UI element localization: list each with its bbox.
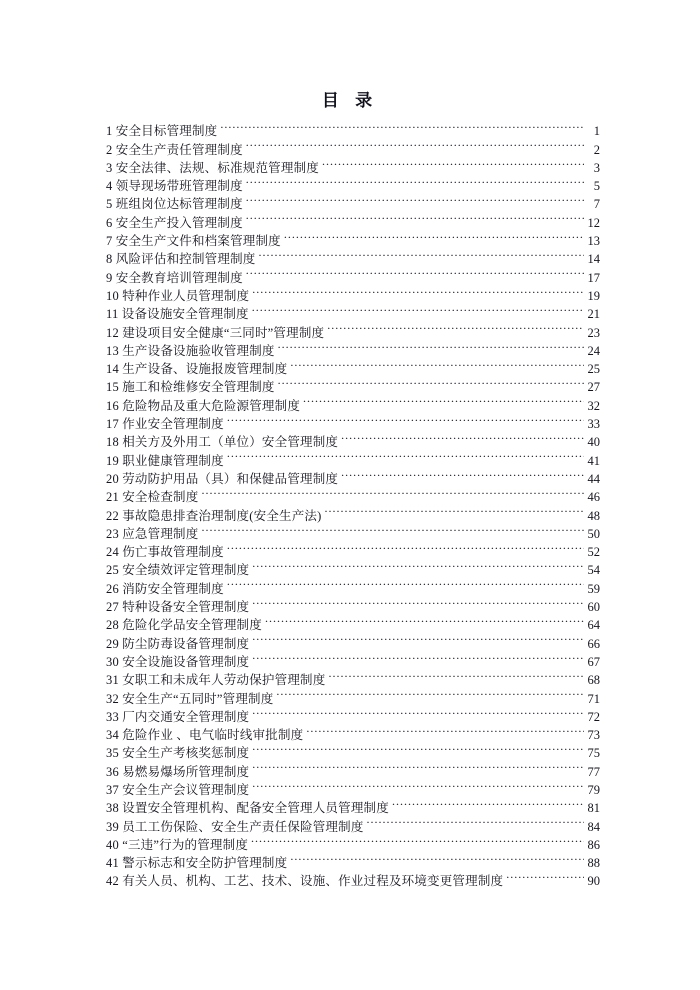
toc-entry-page: 13	[587, 234, 600, 249]
toc-entry-page: 17	[587, 270, 600, 285]
toc-leader-dots	[265, 611, 584, 629]
toc-entry-label: 11 设备设施安全管理制度	[106, 307, 249, 322]
toc-leader-dots	[278, 337, 584, 355]
toc-entry-label: 21 安全检查制度	[106, 490, 199, 505]
toc-entry-label: 28 危险化学品安全管理制度	[106, 618, 262, 633]
toc-leader-dots	[227, 446, 584, 464]
toc-entry-label: 1 安全目标管理制度	[106, 124, 218, 139]
toc-entry-label: 29 防尘防毒设备管理制度	[106, 636, 250, 651]
toc-entry-page: 25	[587, 362, 600, 377]
toc-entry-page: 12	[587, 215, 600, 230]
toc-entry-label: 26 消防安全管理制度	[106, 581, 224, 596]
toc-entry-label: 33 厂内交通安全管理制度	[106, 709, 250, 724]
toc-leader-dots	[227, 574, 584, 592]
toc-entry-label: 31 女职工和未成年人劳动保护管理制度	[106, 673, 326, 688]
toc-entry-label: 10 特种作业人员管理制度	[106, 288, 250, 303]
toc-entry-label: 39 员工工伤保险、安全生产责任保险管理制度	[106, 819, 364, 834]
toc-entry-page: 48	[587, 508, 600, 523]
toc-entry-page: 23	[587, 325, 600, 340]
toc-entry-page: 3	[593, 160, 600, 175]
toc-entry-label: 27 特种设备安全管理制度	[106, 600, 250, 615]
toc-entry-page: 71	[587, 691, 600, 706]
toc-leader-dots	[252, 300, 584, 318]
toc-entry-page: 32	[587, 398, 600, 413]
toc-entry-label: 8 风险评估和控制管理制度	[106, 252, 256, 267]
toc-entry-page: 33	[587, 417, 600, 432]
toc-entry-page: 86	[587, 837, 600, 852]
toc-entry-page: 60	[587, 600, 600, 615]
toc-entry-label: 16 危险物品及重大危险源管理制度	[106, 398, 301, 413]
toc-entry-page: 46	[587, 490, 600, 505]
toc-entry-page: 44	[587, 471, 600, 486]
toc-leader-dots	[252, 629, 584, 647]
toc-entry-page: 41	[587, 453, 600, 468]
toc-entry-page: 59	[587, 581, 600, 596]
toc-leader-dots	[328, 666, 584, 684]
toc-leader-dots	[252, 757, 584, 775]
toc-entry-page: 66	[587, 636, 600, 651]
toc-leader-dots	[246, 263, 584, 281]
toc-entry-label: 30 安全设施设备管理制度	[106, 654, 250, 669]
toc-entry-page: 72	[587, 709, 600, 724]
toc-leader-dots	[278, 373, 584, 391]
toc-leader-dots	[220, 117, 584, 135]
toc-entry-page: 14	[587, 252, 600, 267]
toc-leader-dots	[367, 812, 584, 830]
toc-entry-label: 6 安全生产投入管理制度	[106, 215, 243, 230]
toc-entry-label: 20 劳动防护用品（具）和保健品管理制度	[106, 471, 339, 486]
toc-entry-label: 37 安全生产会议管理制度	[106, 782, 250, 797]
toc-entry-label: 25 安全绩效评定管理制度	[106, 563, 250, 578]
toc-entry-label: 22 事故隐患排查治理制度(安全生产法)	[106, 508, 322, 523]
toc-leader-dots	[252, 776, 584, 794]
toc-leader-dots	[324, 501, 584, 519]
toc-leader-dots	[284, 227, 584, 245]
toc-entry-page: 27	[587, 380, 600, 395]
toc-entry-page: 68	[587, 673, 600, 688]
toc-entry-label: 14 生产设备、设施报废管理制度	[106, 362, 288, 377]
toc-entry-label: 2 安全生产责任管理制度	[106, 142, 243, 157]
toc-entry-label: 7 安全生产文件和档案管理制度	[106, 234, 281, 249]
toc-entry-page: 2	[593, 142, 600, 157]
toc-entry-page: 54	[587, 563, 600, 578]
toc-leader-dots	[252, 556, 584, 574]
toc-leader-dots	[276, 684, 584, 702]
toc-entry-page: 90	[587, 874, 600, 889]
toc-entry-label: 15 施工和检维修安全管理制度	[106, 380, 275, 395]
toc-leader-dots	[290, 355, 584, 373]
toc-entry-page: 40	[587, 435, 600, 450]
toc-entry-label: 18 相关方及外用工（单位）安全管理制度	[106, 435, 339, 450]
toc-leader-dots	[306, 721, 584, 739]
toc-entry-label: 41 警示标志和安全防护管理制度	[106, 856, 288, 871]
toc-leader-dots	[303, 391, 584, 409]
toc-entry-label: 23 应急管理制度	[106, 526, 199, 541]
toc-entry-label: 34 危险作业 、电气临时线审批制度	[106, 728, 304, 743]
toc-leader-dots	[290, 849, 584, 867]
toc-entry-page: 5	[593, 179, 600, 194]
toc-leader-dots	[322, 154, 584, 172]
toc-leader-dots	[227, 410, 584, 428]
toc-entry[interactable]	[106, 117, 600, 139]
toc-list	[106, 117, 600, 889]
toc-entry-page: 79	[587, 782, 600, 797]
toc-entry-page: 19	[587, 288, 600, 303]
toc-entry-label: 9 安全教育培训管理制度	[106, 270, 243, 285]
toc-entry-label: 24 伤亡事故管理制度	[106, 545, 224, 560]
toc-entry-label: 5 班组岗位达标管理制度	[106, 197, 243, 212]
toc-entry-page: 24	[587, 343, 600, 358]
toc-leader-dots	[246, 208, 584, 226]
toc-entry-label: 4 领导现场带班管理制度	[106, 179, 243, 194]
toc-entry-label: 12 建设项目安全健康“三同时”管理制度	[106, 325, 325, 340]
toc-entry-label: 40 “三违”行为的管理制度	[106, 837, 249, 852]
toc-entry-page: 64	[587, 618, 600, 633]
toc-leader-dots	[341, 428, 584, 446]
toc-entry-page: 75	[587, 746, 600, 761]
toc-entry-page: 84	[587, 819, 600, 834]
toc-leader-dots	[506, 867, 584, 885]
toc-entry-page: 21	[587, 307, 600, 322]
toc-entry-label: 3 安全法律、法规、标准规范管理制度	[106, 160, 319, 175]
toc-leader-dots	[252, 739, 584, 757]
toc-entry-label: 35 安全生产考核奖惩制度	[106, 746, 250, 761]
toc-leader-dots	[251, 831, 584, 849]
toc-entry-page: 52	[587, 545, 600, 560]
toc-entry-label: 19 职业健康管理制度	[106, 453, 224, 468]
toc-leader-dots	[341, 465, 584, 483]
toc-leader-dots	[252, 593, 584, 611]
toc-leader-dots	[201, 520, 584, 538]
toc-entry-label: 17 作业安全管理制度	[106, 417, 224, 432]
toc-entry-page: 1	[593, 124, 600, 139]
toc-leader-dots	[327, 318, 584, 336]
toc-entry-page: 67	[587, 654, 600, 669]
toc-leader-dots	[252, 648, 584, 666]
toc-leader-dots	[258, 245, 584, 263]
toc-entry-page: 73	[587, 728, 600, 743]
toc-leader-dots	[252, 282, 584, 300]
toc-entry-label: 13 生产设备设施验收管理制度	[106, 343, 275, 358]
toc-leader-dots	[246, 135, 584, 153]
toc-entry-page: 88	[587, 856, 600, 871]
toc-entry-page: 50	[587, 526, 600, 541]
toc-entry-page: 7	[593, 197, 600, 212]
toc-leader-dots	[252, 703, 584, 721]
toc-leader-dots	[227, 538, 584, 556]
toc-entry-label: 32 安全生产“五同时”管理制度	[106, 691, 274, 706]
toc-leader-dots	[246, 190, 584, 208]
toc-leader-dots	[246, 172, 584, 190]
toc-entry-label: 42 有关人员、机构、工艺、技术、设施、作业过程及环境变更管理制度	[106, 874, 504, 889]
toc-leader-dots	[392, 794, 584, 812]
toc-entry-page: 77	[587, 764, 600, 779]
toc-title: 目 录	[321, 91, 379, 110]
toc-entry-label: 38 设置安全管理机构、配备安全管理人员管理制度	[106, 801, 389, 816]
toc-leader-dots	[201, 483, 584, 501]
toc-entry-label: 36 易燃易爆场所管理制度	[106, 764, 250, 779]
toc-entry-page: 81	[587, 801, 600, 816]
